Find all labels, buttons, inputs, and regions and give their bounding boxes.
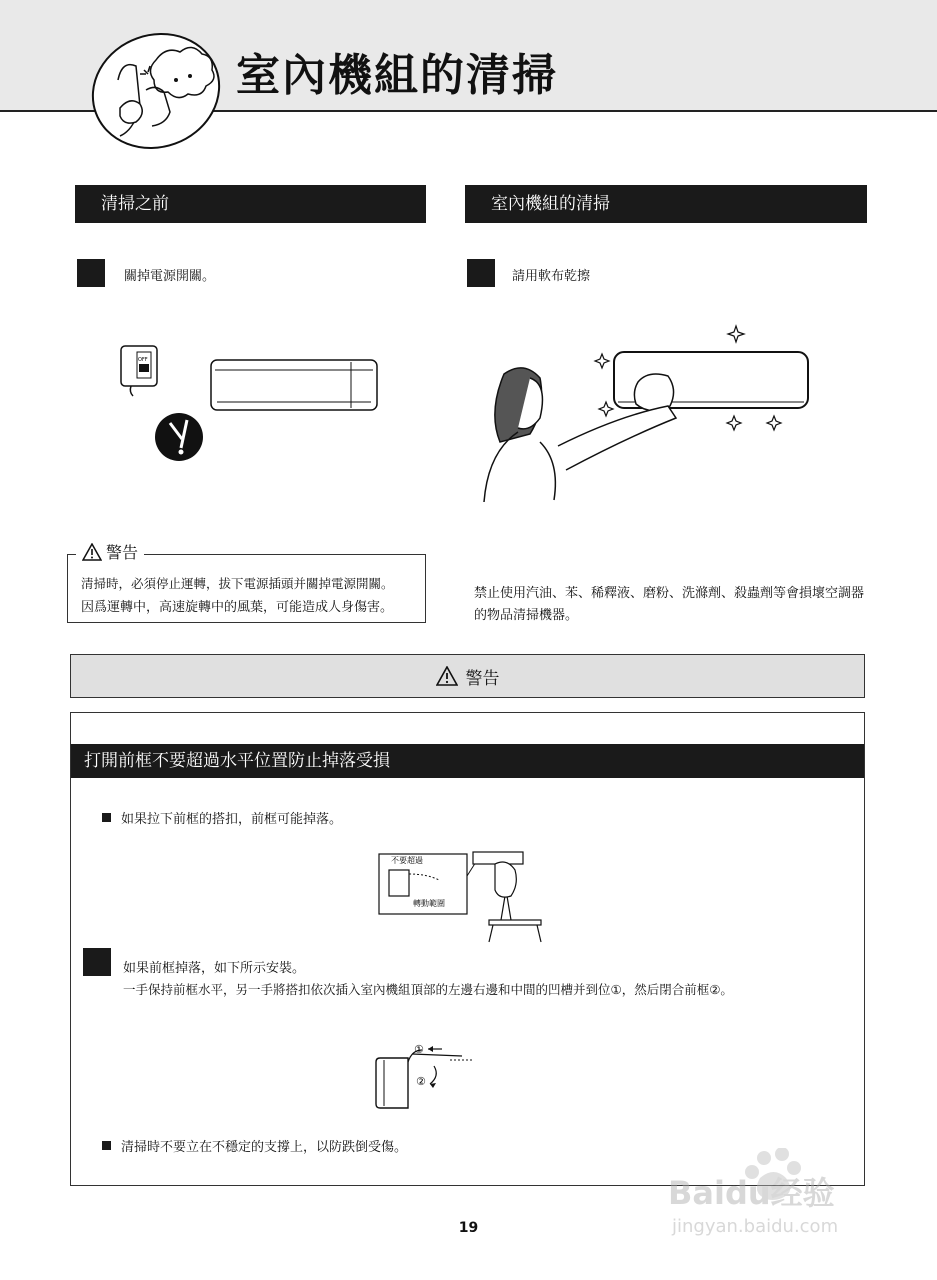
bullet-marker [102, 813, 111, 822]
warning-triangle-icon [436, 666, 458, 686]
warning-bar-text: 警告 [465, 668, 500, 689]
watermark-brand: Baidu经验 [668, 1174, 835, 1212]
reinstall-illustration [370, 1040, 475, 1112]
warning-label-text: 警告 [106, 543, 139, 562]
cleaning-caution-note: 禁止使用汽油、苯、稀釋液、磨粉、洗滌劑、殺蟲劑等會損壞空調器的物品清掃機器。 [474, 586, 865, 623]
bullet-latch-warning [102, 808, 342, 827]
step-marker-2: ② [416, 1075, 426, 1088]
step-marker [77, 259, 105, 287]
figure-label-rotation-range: 轉動範圍 [413, 899, 445, 908]
step-marker-1: ① [414, 1043, 424, 1056]
front-panel-heading: 打開前框不要超過水平位置防止掉落受損 [71, 744, 864, 778]
warning-label [76, 540, 144, 563]
bullet-stable-support [102, 1136, 407, 1155]
warning-triangle-icon [82, 543, 102, 561]
step-text-power-off: 關掉電源開關。 [124, 269, 216, 284]
step-text-soft-cloth: 請用軟布乾擦 [512, 269, 591, 284]
warning-text-line2: 因爲運轉中，高速旋轉中的風葉，可能造成人身傷害。 [81, 600, 394, 615]
bullet-text: 清掃時不要立在不穩定的支撐上，以防跌倒受傷。 [121, 1140, 408, 1155]
step-marker [83, 948, 111, 976]
front-panel-frame [70, 712, 865, 1186]
bullet-marker [102, 1141, 111, 1150]
reinstall-step-line2: 一手保持前框水平，另一手將搭扣依次插入室內機組頂部的左邊右邊和中間的凹槽并到位①，然后閉合前框②。 [123, 982, 733, 997]
page-title: 室內機組的清掃 [236, 50, 558, 101]
reinstall-step-line1: 如果前框掉落，如下所示安裝。 [123, 961, 306, 976]
figure-label-do-not-exceed: 不要超過 [391, 856, 423, 865]
header-illustration [86, 30, 226, 152]
front-panel-range-illustration [377, 846, 552, 946]
bullet-text: 如果拉下前框的搭扣，前框可能掉落。 [121, 812, 343, 827]
section-heading-before-cleaning: 清掃之前 [75, 185, 426, 223]
power-off-illustration [115, 340, 385, 465]
switch-label: OFF [138, 357, 148, 363]
warning-text-line1: 清掃時，必須停止運轉，拔下電源插頭并關掉電源開關。 [81, 576, 394, 591]
step-marker [467, 259, 495, 287]
section-heading-indoor-cleaning: 室內機組的清掃 [465, 185, 867, 223]
warning-bar [70, 654, 865, 698]
wiping-illustration [478, 322, 818, 507]
page-number: 19 [458, 1220, 479, 1236]
watermark-url: jingyan.baidu.com [672, 1216, 839, 1237]
